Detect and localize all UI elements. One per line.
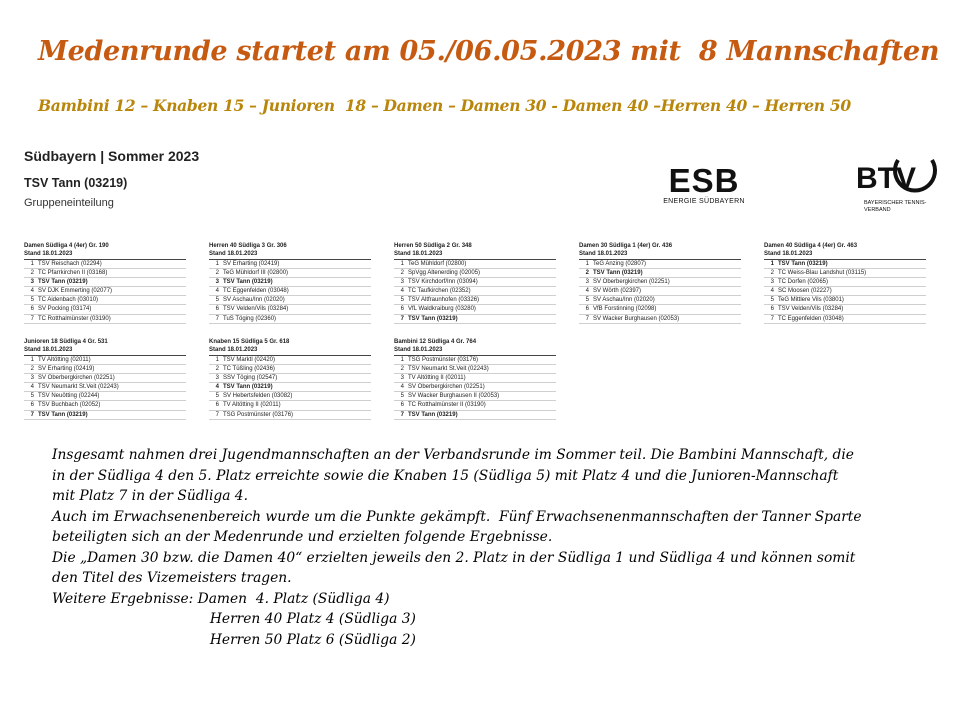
group-title: Bambini 12 Südliga 4 Gr. 764: [394, 339, 477, 345]
group-title: Junioren 18 Südliga 4 Gr. 531: [24, 339, 108, 345]
team-name: TV Altötting II (02011): [408, 375, 466, 382]
team-position: 4: [585, 288, 589, 295]
team-row: [579, 287, 741, 296]
team-name: TSV Reischach (02294): [38, 261, 102, 267]
team-name: TC Taufkirchen (02352): [408, 288, 471, 295]
team-name: TSV Buchbach (02052): [38, 402, 101, 409]
team-position: 1: [215, 261, 219, 267]
team-row: [579, 269, 741, 278]
team-name: TeG Mühldorf III (02800): [223, 270, 289, 277]
team-row: [209, 365, 371, 374]
team-row: [24, 356, 186, 365]
team-position: 1: [215, 357, 219, 363]
team-position: 5: [585, 297, 589, 304]
team-name: SSV Töging (02547): [223, 375, 278, 382]
team-row: [394, 401, 556, 410]
team-row: [24, 374, 186, 383]
group-header: [209, 338, 371, 356]
team-position: 6: [400, 306, 404, 313]
team-row: [209, 278, 371, 287]
team-position: 3: [770, 279, 774, 286]
team-name: VfL Waldkraiburg (03280): [408, 306, 476, 313]
team-row: [764, 269, 926, 278]
team-row: [394, 269, 556, 278]
team-name: SV Oberbergkirchen (02251): [408, 384, 485, 391]
group-title: Knaben 15 Südliga 5 Gr. 618: [209, 339, 290, 345]
team-name: SV Erharting (02419): [223, 261, 280, 267]
team-row: [394, 287, 556, 296]
team-position: 6: [770, 306, 774, 313]
team-position: 2: [770, 270, 774, 277]
team-row: [579, 278, 741, 287]
team-name: TSV Tann (03219): [38, 279, 88, 286]
team-name: TSV Neumarkt St.Veit (02243): [408, 366, 489, 373]
team-position: 6: [585, 306, 589, 313]
team-row: [24, 269, 186, 278]
team-name: TSG Postmünster (03176): [408, 357, 479, 363]
team-name: VfB Forstinning (02098): [593, 306, 657, 313]
team-row: [394, 305, 556, 314]
team-name: SV Erharting (02419): [38, 366, 95, 373]
team-name: SV Oberbergkirchen (02251): [593, 279, 670, 286]
team-row: [764, 296, 926, 305]
team-row: [394, 411, 556, 420]
team-position: 2: [215, 270, 219, 277]
group-assignment-document: [24, 140, 940, 436]
group-table: [209, 242, 371, 324]
team-name: TSV Tann (03219): [223, 384, 273, 391]
team-position: 3: [585, 279, 589, 286]
team-row: [209, 392, 371, 401]
team-position: 7: [585, 315, 589, 322]
team-row: [24, 401, 186, 410]
group-table: [394, 338, 556, 420]
team-name: TSV Neuötting (02244): [38, 393, 100, 400]
team-name: SV Wacker Burghausen II (02053): [408, 393, 500, 400]
team-position: 3: [215, 375, 219, 382]
team-position: 2: [400, 270, 404, 277]
group-title: Damen Südliga 4 (4er) Gr. 190: [24, 243, 109, 249]
team-position: 7: [400, 411, 404, 418]
team-row: [394, 356, 556, 365]
team-name: TSV Velden/Vils (03284): [223, 306, 289, 313]
team-name: TC Rotthalmünster (03190): [38, 315, 111, 322]
group-stand: Stand 18.01.2023: [394, 347, 443, 353]
slide-subtitle: Bambini 12 – Knaben 15 – Junioren 18 – Damen – Damen 30 - Damen 40 –Herren 40 – Herren 50: [38, 96, 851, 115]
group-title: Damen 40 Südliga 4 (4er) Gr. 463: [764, 243, 858, 249]
group-title: Herren 40 Südliga 3 Gr. 306: [209, 243, 287, 249]
team-row: [24, 296, 186, 305]
slide-title: Medenrunde startet am 05./06.05.2023 mit 8 Mannschaften: [38, 36, 940, 67]
team-name: TSV Marktl (02420): [223, 357, 276, 363]
group-table: [209, 338, 371, 420]
team-position: 7: [30, 411, 34, 418]
team-position: 4: [30, 288, 34, 295]
team-position: 4: [770, 288, 774, 295]
team-position: 5: [770, 297, 774, 304]
group-header: [394, 242, 556, 260]
summary-line: beteiligten sich an der Medenrunde und erzielten folgende Ergebnisse.: [52, 529, 553, 545]
team-name: SV Aschau/Inn (02020): [593, 297, 655, 304]
team-row: [394, 296, 556, 305]
summary-line: Weitere Ergebnisse: Damen 4. Platz (Südliga 4): [52, 590, 390, 607]
summary-line: Herren 50 Platz 6 (Südliga 2): [52, 631, 416, 648]
team-position: 7: [770, 315, 774, 322]
summary-line: in der Südliga 4 den 5. Platz erreichte sowie die Knaben 15 (Südliga 5) mit Platz 4 und die Junioren-Mannschaft: [52, 467, 839, 484]
group-stand: Stand 18.01.2023: [24, 347, 73, 353]
team-position: 6: [215, 402, 219, 409]
team-name: TV Altötting II (02011): [223, 402, 281, 409]
group-stand: Stand 18.01.2023: [579, 251, 628, 257]
group-header: [579, 242, 741, 260]
team-name: TuS Töging (02360): [223, 315, 277, 322]
team-name: SV DJK Emmerting (02077): [38, 288, 113, 295]
team-position: 1: [585, 261, 589, 267]
team-position: 3: [30, 279, 34, 286]
team-row: [394, 260, 556, 269]
group-table: [24, 338, 186, 420]
team-position: 7: [215, 411, 219, 418]
team-position: 2: [30, 270, 34, 277]
team-row: [209, 269, 371, 278]
team-position: 5: [400, 393, 404, 400]
group-header: [24, 338, 186, 356]
team-position: 2: [215, 366, 219, 373]
team-position: 5: [30, 297, 34, 304]
team-row: [24, 260, 186, 269]
team-row: [209, 383, 371, 392]
team-position: 6: [30, 306, 34, 313]
team-name: SV Wörth (02397): [593, 288, 642, 295]
team-name: TSG Postmünster (03176): [223, 411, 294, 418]
team-name: TC Eggenfelden (03048): [778, 315, 844, 322]
group-header: [764, 242, 926, 260]
team-position: 3: [30, 375, 34, 382]
team-name: TSV Tann (03219): [408, 411, 458, 418]
team-row: [394, 392, 556, 401]
group-stand: Stand 18.01.2023: [764, 251, 813, 257]
summary-line: mit Platz 7 in der Südliga 4.: [52, 488, 248, 504]
team-row: [394, 383, 556, 392]
team-name: TC Dorfen (02065): [778, 279, 829, 286]
team-position: 2: [585, 270, 589, 277]
team-position: 3: [400, 375, 404, 382]
summary-line: den Titel des Vizemeisters tragen.: [52, 570, 292, 586]
team-row: [209, 356, 371, 365]
team-name: TSV Tann (03219): [778, 261, 828, 267]
group-title: Damen 30 Südliga 1 (4er) Gr. 436: [579, 243, 673, 249]
esb-logo-tagline: ENERGIE SÜDBAYERN: [663, 198, 745, 205]
team-position: 1: [400, 357, 404, 363]
team-row: [394, 365, 556, 374]
team-name: TC Weiss-Blau Landshut (03115): [778, 270, 867, 277]
team-row: [24, 305, 186, 314]
team-position: 1: [770, 261, 774, 267]
team-name: SV Pocking (03174): [38, 306, 92, 313]
team-row: [24, 278, 186, 287]
team-row: [394, 315, 556, 324]
team-name: TSV Velden/Vils (03284): [778, 306, 844, 313]
team-row: [24, 287, 186, 296]
esb-logo-word: ESB: [668, 162, 740, 199]
document-header: Südbayern | Sommer 2023: [24, 148, 200, 164]
team-row: [24, 411, 186, 420]
document-subheader: Gruppeneinteilung: [24, 197, 114, 209]
team-row: [24, 315, 186, 324]
team-name: SpVgg Altenerding (02005): [408, 270, 481, 277]
team-row: [764, 315, 926, 324]
team-row: [579, 296, 741, 305]
btv-logo-word: BTV: [856, 162, 916, 195]
team-row: [209, 305, 371, 314]
team-position: 2: [30, 366, 34, 373]
group-table: [764, 242, 926, 324]
group-header: [209, 242, 371, 260]
team-position: 4: [215, 288, 219, 295]
team-name: SV Aschau/Inn (02020): [223, 297, 285, 304]
team-row: [764, 260, 926, 269]
team-row: [24, 365, 186, 374]
team-name: TeG Mittlere Vils (03801): [778, 297, 844, 304]
summary-text: [52, 445, 932, 650]
team-position: 5: [400, 297, 404, 304]
club-name: TSV Tann (03219): [24, 176, 128, 190]
team-row: [209, 401, 371, 410]
team-name: TeG Anzing (02807): [593, 261, 647, 267]
team-position: 5: [215, 393, 219, 400]
team-position: 2: [400, 366, 404, 373]
team-position: 6: [30, 402, 34, 409]
summary-line: Insgesamt nahmen drei Jugendmannschaften an der Verbandsrunde im Sommer teil. Die Bambini Mannschaft, die: [52, 447, 854, 463]
team-name: SV Hebertsfelden (03082): [223, 393, 293, 400]
team-row: [24, 383, 186, 392]
team-name: TC Aidenbach (03010): [38, 297, 99, 304]
group-stand: Stand 18.01.2023: [394, 251, 443, 257]
team-position: 5: [30, 393, 34, 400]
team-row: [579, 305, 741, 314]
team-row: [764, 305, 926, 314]
team-name: TSV Altfraunhofen (03326): [408, 297, 480, 304]
team-name: SC Moosen (02227): [778, 288, 832, 295]
team-position: 5: [215, 297, 219, 304]
team-position: 4: [30, 384, 34, 391]
team-row: [394, 374, 556, 383]
team-position: 7: [30, 315, 34, 322]
summary-line: Herren 40 Platz 4 (Südliga 3): [52, 611, 416, 627]
team-name: TSV Tann (03219): [408, 315, 458, 322]
summary-line: Die „Damen 30 bzw. die Damen 40“ erzielten jeweils den 2. Platz in der Südliga 1 und Südliga 4 und können somit: [52, 549, 856, 566]
btv-logo: [854, 152, 940, 218]
group-header: [24, 242, 186, 260]
team-position: 4: [400, 384, 404, 391]
team-row: [209, 374, 371, 383]
team-name: TSV Neumarkt St.Veit (02243): [38, 384, 119, 391]
team-name: TSV Tann (03219): [223, 279, 273, 286]
team-name: TC Tüßling (02436): [223, 366, 275, 373]
team-row: [394, 278, 556, 287]
team-name: TeG Mühldorf (02800): [408, 261, 467, 267]
team-position: 6: [215, 306, 219, 313]
group-table: [394, 242, 556, 324]
team-row: [209, 315, 371, 324]
group-stand: Stand 18.01.2023: [209, 347, 258, 353]
team-position: 7: [215, 315, 219, 322]
team-row: [209, 287, 371, 296]
team-position: 1: [400, 261, 404, 267]
team-position: 6: [400, 402, 404, 409]
esb-logo: [654, 164, 754, 205]
team-row: [209, 260, 371, 269]
team-row: [24, 392, 186, 401]
team-name: SV Wacker Burghausen (02053): [593, 315, 680, 322]
team-row: [764, 287, 926, 296]
team-row: [764, 278, 926, 287]
group-stand: Stand 18.01.2023: [209, 251, 258, 257]
team-row: [579, 260, 741, 269]
group-title: Herren 50 Südliga 2 Gr. 348: [394, 243, 472, 249]
summary-line: Auch im Erwachsenenbereich wurde um die Punkte gekämpft. Fünf Erwachsenenmannschaften der Tanner Sparte: [52, 508, 862, 525]
team-position: 1: [30, 261, 34, 267]
team-name: SV Oberbergkirchen (02251): [38, 375, 115, 382]
team-position: 1: [30, 357, 34, 363]
team-name: TC Pfarrkirchen II (03168): [38, 270, 108, 277]
team-position: 4: [215, 384, 219, 391]
team-name: TC Rotthalmünster II (03190): [408, 402, 486, 409]
group-stand: Stand 18.01.2023: [24, 251, 73, 257]
team-position: 4: [400, 288, 404, 295]
team-name: TSV Tann (03219): [38, 411, 88, 418]
team-position: 3: [400, 279, 404, 286]
btv-logo-tagline: BAYERISCHER TENNIS-VERBAND: [864, 200, 927, 213]
team-name: TV Altötting (02011): [38, 357, 91, 363]
team-name: TSV Kirchdorf/Inn (03094): [408, 279, 478, 286]
group-table: [24, 242, 186, 324]
team-row: [209, 296, 371, 305]
team-name: TC Eggenfelden (03048): [223, 288, 289, 295]
group-table: [579, 242, 741, 324]
team-position: 3: [215, 279, 219, 286]
team-row: [579, 315, 741, 324]
team-row: [209, 411, 371, 420]
team-position: 7: [400, 315, 404, 322]
team-name: TSV Tann (03219): [593, 270, 643, 277]
group-header: [394, 338, 556, 356]
